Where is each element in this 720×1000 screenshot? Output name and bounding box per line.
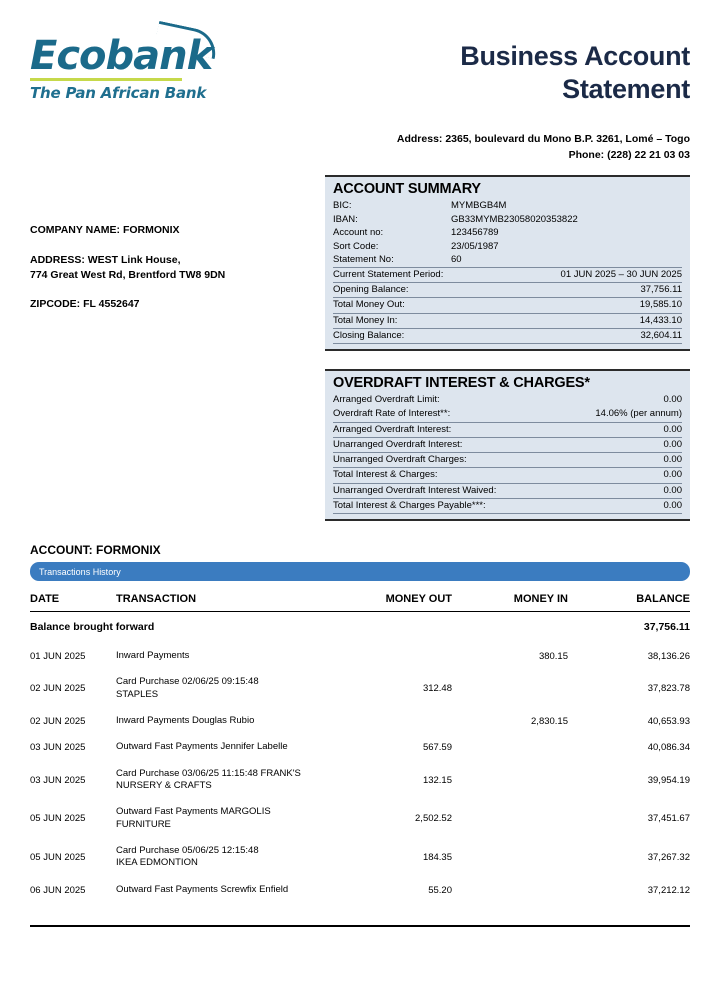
overdraft-row-value: 0.00: [663, 484, 682, 496]
field-label: IBAN:: [333, 213, 358, 225]
column-header-money-in: MONEY IN: [470, 589, 580, 612]
row-balance: 37,212.12: [647, 884, 690, 896]
brought-forward-in: [470, 612, 580, 644]
row-date: 03 JUN 2025: [30, 742, 86, 754]
account-summary-field: [333, 253, 682, 266]
overdraft-row: [333, 467, 682, 482]
row-balance: 38,136.26: [647, 650, 690, 662]
document-title-block: [360, 30, 690, 106]
table-row: [30, 643, 690, 669]
transactions-table: [30, 589, 690, 903]
summary-row-value: 01 JUN 2025 – 30 JUN 2025: [560, 268, 682, 280]
column-header-money-out: MONEY OUT: [350, 589, 470, 612]
table-row: [30, 761, 690, 800]
row-balance: 39,954.19: [647, 774, 690, 786]
overdraft-row-value: 0.00: [663, 423, 682, 435]
row-description: Card Purchase 02/06/25 09:15:48 STAPLES: [116, 676, 259, 700]
bank-logo: [30, 30, 290, 102]
brought-forward-balance: 37,756.11: [643, 621, 690, 634]
row-description: Card Purchase 03/06/25 11:15:48 FRANK'S NURSERY & CRAFTS: [116, 767, 301, 792]
row-money-in: [470, 669, 580, 708]
overdraft-row-label: Unarranged Overdraft Interest Waived:: [333, 484, 497, 496]
field-label: Sort Code:: [333, 240, 379, 252]
row-money-out: [350, 643, 470, 669]
overdraft-box: [325, 369, 690, 521]
row-description: Outward Fast Payments MARGOLIS FURNITURE: [116, 806, 271, 830]
summary-row-value: 19,585.10: [639, 299, 682, 311]
row-date: 03 JUN 2025: [30, 774, 86, 786]
row-date: 02 JUN 2025: [30, 683, 86, 695]
row-money-in: [470, 761, 580, 800]
account-summary-field: [333, 226, 682, 239]
row-money-out: 184.35: [422, 851, 452, 863]
table-header-row: [30, 589, 690, 612]
field-value: GB33MYMB23058020353822: [451, 213, 578, 225]
row-money-out: 55.20: [428, 884, 452, 896]
column-header-date: DATE: [30, 589, 116, 612]
field-label: Account no:: [333, 227, 384, 239]
customer-name: COMPANY NAME: FORMONIX: [30, 224, 180, 237]
page-header: [30, 0, 690, 106]
customer-details: [30, 175, 320, 326]
bank-tagline: The Pan African Bank: [30, 84, 207, 102]
overdraft-row-value: 0.00: [663, 438, 682, 450]
transactions-history-label: Transactions History: [39, 566, 121, 577]
account-heading: ACCOUNT: FORMONIX: [30, 543, 161, 558]
summary-band: [30, 175, 690, 521]
summary-row-label: Opening Balance:: [333, 284, 409, 296]
summary-row-value: 32,604.11: [640, 329, 682, 341]
bank-wordmark: [30, 33, 216, 79]
row-money-in: [470, 877, 580, 903]
field-value: 60: [451, 254, 462, 266]
summary-row: [333, 282, 682, 297]
overdraft-row-value: 0.00: [663, 469, 682, 481]
table-row: [30, 669, 690, 708]
overdraft-row: [333, 452, 682, 467]
transactions-history-bar: [30, 562, 690, 581]
row-money-in: [470, 838, 580, 877]
page-title-line1: Business Account: [460, 41, 690, 71]
row-description: Outward Fast Payments Screwfix Enfield: [116, 883, 289, 895]
column-header-transaction: TRANSACTION: [116, 589, 350, 612]
row-date: 05 JUN 2025: [30, 813, 86, 825]
row-balance: 40,653.93: [647, 715, 690, 727]
field-value: 23/05/1987: [451, 240, 499, 252]
row-money-out: 2,502.52: [415, 813, 452, 825]
row-money-in: 2,830.15: [531, 715, 568, 727]
row-date: 06 JUN 2025: [30, 884, 86, 896]
account-summary-field: [333, 213, 682, 226]
overdraft-heading: OVERDRAFT INTEREST & CHARGES*: [333, 375, 590, 392]
field-label: BIC:: [333, 200, 352, 212]
field-label: Arranged Overdraft Limit:: [333, 394, 440, 406]
field-value: 14.06% (per annum): [595, 408, 682, 420]
table-end-rule: [30, 925, 690, 927]
balance-brought-forward-row: [30, 612, 690, 644]
row-money-in: [470, 734, 580, 760]
summary-row-label: Current Statement Period:: [333, 268, 444, 280]
summary-row-value: 37,756.11: [640, 284, 682, 296]
row-balance: 37,823.78: [647, 683, 690, 695]
table-row: [30, 799, 690, 838]
transactions-table-body: [30, 612, 690, 904]
row-money-out: 312.48: [422, 683, 452, 695]
overdraft-row: [333, 437, 682, 452]
row-description: Inward Payments Douglas Rubio: [116, 715, 255, 727]
summary-row: [333, 267, 682, 282]
summary-row: [333, 297, 682, 312]
overdraft-field: [333, 393, 682, 407]
account-summary-heading: ACCOUNT SUMMARY: [333, 181, 481, 198]
row-description: Card Purchase 05/06/25 12:15:48 IKEA EDMONTION: [116, 845, 259, 869]
field-value: MYMBGB4M: [451, 200, 507, 212]
row-money-out: [350, 708, 470, 734]
row-date: 01 JUN 2025: [30, 650, 86, 662]
customer-address-line1: ADDRESS: WEST Link House,: [30, 253, 181, 266]
table-row: [30, 734, 690, 760]
customer-address: [30, 253, 320, 283]
overdraft-row: [333, 498, 682, 514]
row-money-in: [470, 799, 580, 838]
customer-address-line2: 774 Great West Rd, Brentford TW8 9DN: [30, 268, 226, 281]
bank-wordmark-text: Ecobank: [30, 33, 213, 79]
row-money-out: 132.15: [422, 774, 452, 786]
summary-row-label: Closing Balance:: [333, 329, 405, 341]
row-description: Inward Payments: [116, 650, 190, 662]
brought-forward-out: [350, 612, 470, 644]
row-money-out: 567.59: [422, 742, 452, 754]
row-date: 02 JUN 2025: [30, 715, 86, 727]
overdraft-row-label: Arranged Overdraft Interest:: [333, 423, 452, 435]
summary-row-label: Total Money In:: [333, 314, 398, 326]
page-title-line2: Statement: [562, 73, 690, 104]
row-money-in: 380.15: [538, 650, 568, 662]
field-label: Statement No:: [333, 254, 394, 266]
overdraft-row: [333, 422, 682, 437]
overdraft-row-label: Unarranged Overdraft Charges:: [333, 454, 467, 466]
table-row: [30, 877, 690, 903]
overdraft-field: [333, 407, 682, 421]
account-summary-field: [333, 199, 682, 212]
table-row: [30, 838, 690, 877]
field-label: Overdraft Rate of Interest**:: [333, 408, 451, 420]
overdraft-row-label: Total Interest & Charges Payable***:: [333, 499, 486, 511]
overdraft-row-label: Unarranged Overdraft Interest:: [333, 438, 463, 450]
account-summary-field: [333, 240, 682, 253]
row-balance: 37,267.32: [647, 851, 690, 863]
overdraft-row-value: 0.00: [663, 499, 682, 511]
field-value: 123456789: [451, 227, 499, 239]
summary-row: [333, 328, 682, 344]
overdraft-row-label: Total Interest & Charges:: [333, 469, 438, 481]
bank-phone: Phone: (228) 22 21 03 03: [568, 148, 690, 161]
overdraft-row-value: 0.00: [663, 454, 682, 466]
row-description: Outward Fast Payments Jennifer Labelle: [116, 741, 288, 753]
summary-row-label: Total Money Out:: [333, 299, 405, 311]
customer-zipcode: ZIPCODE: FL 4552647: [30, 298, 140, 311]
row-balance: 37,451.67: [647, 813, 690, 825]
row-date: 05 JUN 2025: [30, 851, 86, 863]
column-header-balance: BALANCE: [580, 589, 690, 612]
account-summary-box: [325, 175, 690, 351]
table-row: [30, 708, 690, 734]
page-title: [360, 40, 690, 106]
summary-row-value: 14,433.10: [639, 314, 682, 326]
overdraft-row: [333, 483, 682, 498]
brought-forward-label: Balance brought forward: [30, 621, 155, 634]
bank-contact: [30, 132, 690, 164]
summary-row: [333, 313, 682, 328]
row-balance: 40,086.34: [647, 742, 690, 754]
bank-address: Address: 2365, boulevard du Mono B.P. 3261, Lomé – Togo: [396, 132, 690, 145]
summary-boxes: [325, 175, 690, 521]
field-value: 0.00: [663, 394, 682, 406]
